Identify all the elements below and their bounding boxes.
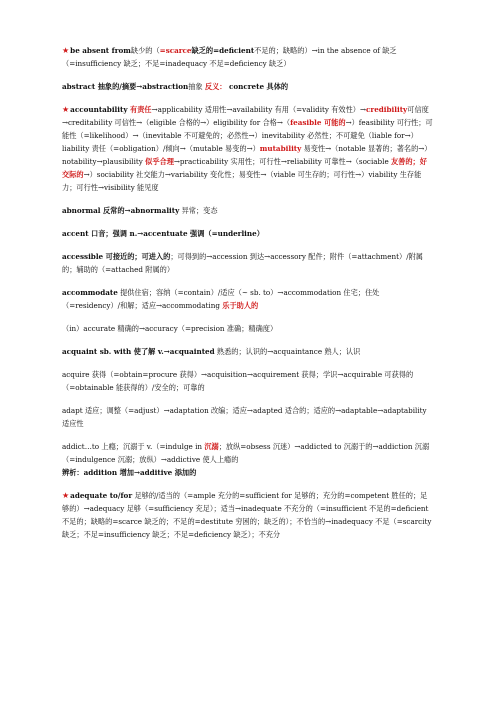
text-segment: 缺乏的=deficient [191, 46, 255, 55]
star-icon: ★ [62, 105, 70, 114]
text-segment: ；可得到的→accession 到达→accessory 配件；附件（=attachment）/附属的；辅助的（=attached 附属的） [62, 252, 423, 274]
text-segment: feasible 可能的 [290, 118, 346, 127]
text-segment: accent 口音；强调 n.→accentuate 强调（=underline） [62, 229, 264, 238]
entry-line [62, 368, 434, 394]
text-segment: 熟悉的；认识的→acquaintance 熟人；认识 [214, 347, 361, 356]
vocab-entry [62, 404, 434, 430]
text-segment: adapt 适应；调整（=adjust）→adaptation 改编；适应→adapted 适合的；适应的→adaptable→adaptability 适应性 [62, 406, 427, 428]
entry-line [62, 489, 434, 541]
vocab-entry [62, 103, 434, 194]
text-segment: /摘要→abstraction [119, 82, 189, 91]
text-segment: 反义： [204, 82, 227, 91]
vocab-entry [62, 368, 434, 394]
vocab-entry [62, 345, 434, 358]
text-segment: →）feasibility 可行性；可能性（=likelihood）→（inevitable 不可避免的；必然性→）inevitability 必然性；不可避免（liable for→）liability 责任（=obligation）/倾向→（mutable 易变的→） [62, 118, 433, 153]
entry-line [62, 286, 434, 312]
text-segment: 似乎合理 [145, 157, 174, 166]
text-segment: acquaint sb. with 使了解 v.→acquainted [62, 347, 215, 356]
entry-line [62, 322, 434, 335]
entry-line [62, 466, 434, 479]
star-icon: ★ [62, 46, 70, 55]
vocab-entry [62, 227, 434, 240]
vocab-entry [62, 204, 434, 217]
text-segment: mutability [259, 144, 302, 153]
text-segment: 乐于助人的 [222, 301, 259, 310]
text-segment: 友善的；好交际的 [62, 157, 427, 179]
text-segment: 易变性→（notable 显著的；著名的→）notability→plausibility [62, 144, 432, 166]
text-segment: 可信度→creditability 可信性→（eligible 合格的→）eligibility for 合格→（ [62, 105, 429, 127]
text-segment: accommodate [62, 288, 118, 297]
vocab-entry [62, 440, 434, 479]
text-segment: 缺少的（ [130, 46, 160, 55]
entry-line [62, 103, 434, 194]
text-segment: （in）accurate 精确的→accuracy（=precision 准确；精确度） [62, 324, 278, 333]
text-segment: 提供住宿；容纳（=contain）/适应（~ sb. to）→accommodation 住宅；住处（=residency）/和解；适应→accommodating [62, 288, 380, 310]
text-segment: accountability [70, 105, 131, 114]
text-segment: →）sociability 社交能力→variability 变化性；易变性→（viable 可生存的；可行性→）viability 生存能力；可行性→visibility 能见度 [62, 170, 422, 192]
vocab-entry [62, 489, 434, 541]
text-segment: 足够的/适当的（=ample 充分的=sufficient for 足够的；充分的=competent 胜任的；足够的）→adequacy 足够（=sufficiency 充足）；适当→inadequate 不充分的（=insufficient 不足的=deficient 不足的；缺略的=scarce 缺乏的；不足的=destitute 穷困的；缺乏的）；不恰当的→inadequacy 不足（=scarcity 缺乏；不足=insufficiency 缺乏；不足=deficiency 缺乏）；不充分 [62, 491, 432, 539]
text-segment: concrete 具体的 [226, 82, 289, 91]
vocab-entry [62, 322, 434, 335]
text-segment: accessible 可接近的；可进入的 [62, 252, 171, 261]
vocab-entry [62, 80, 434, 93]
entry-line [62, 404, 434, 430]
text-segment: adequate to/for [70, 491, 133, 500]
text-segment: abstract 抽象的 [62, 82, 120, 91]
entry-line [62, 345, 434, 358]
vocab-entry [62, 286, 434, 312]
text-segment: abnormal 反常的→abnormality [62, 206, 180, 215]
text-segment: 抽象 [188, 82, 203, 91]
entry-line [62, 80, 434, 93]
text-segment: addict…to 上瘾；沉溺于 v.（=indulge in [62, 442, 205, 451]
entry-line [62, 227, 434, 240]
vocab-entry [62, 44, 434, 70]
text-segment: 有责任 [130, 105, 152, 114]
text-segment: acquire 获得（=obtain=procure 获得）→acquisition→acquirement 获得；学识→acquirable 可获得的（=obtainable 能获得的）/安全的；可靠的 [62, 370, 414, 392]
text-segment: be absent from [70, 46, 131, 55]
entry-line [62, 250, 434, 276]
text-segment: →applicability 适用性→availability 有用（=validity 有效性）→ [151, 105, 367, 114]
vocab-entry [62, 250, 434, 276]
text-segment: 不足的；缺略的）→in the absence of 缺乏（=insufficiency 缺乏；不足=inadequacy 不足=deficiency 缺乏） [62, 46, 397, 68]
text-segment: 沉溺 [204, 442, 219, 451]
text-segment: ；放纵=obsess 沉迷）→addicted to 沉溺于的→addiction 沉溺（=indulgence 沉溺；放纵）→addictive 使人上瘾的 [62, 442, 430, 464]
text-segment: 异常；变态 [179, 206, 218, 215]
entry-line [62, 44, 434, 70]
entry-line [62, 440, 434, 466]
star-icon: ★ [62, 491, 70, 500]
entry-line [62, 204, 434, 217]
text-segment: 辨析：addition 增加→additive 添加的 [62, 468, 197, 477]
text-segment: credibility [366, 105, 408, 114]
text-segment: =scarce [159, 46, 192, 55]
vocabulary-list [62, 44, 434, 551]
text-segment: →practicability 实用性；可行性→reliability 可靠性→（sociable [173, 157, 391, 166]
